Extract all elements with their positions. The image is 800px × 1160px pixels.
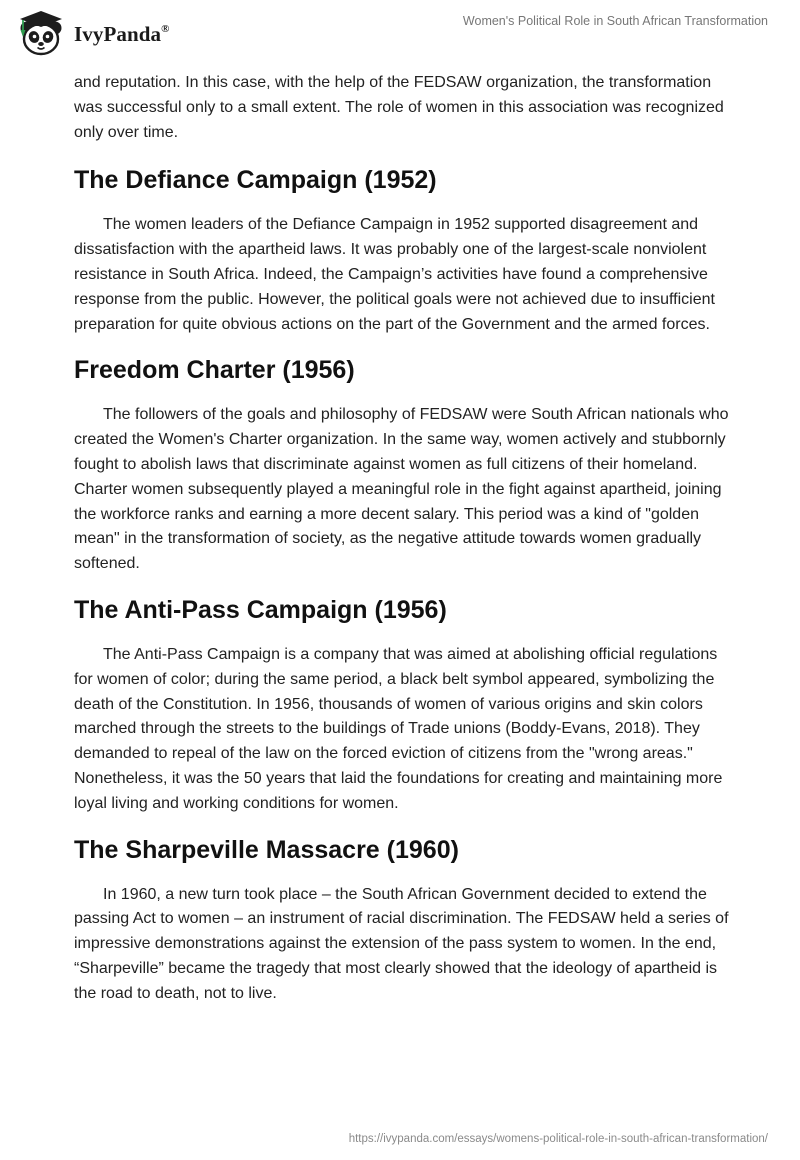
page-header: [0, 0, 800, 62]
essay-content: [74, 71, 734, 1007]
source-url[interactable]: https://ivypanda.com/essays/womens-political-role-in-south-african-transformation/: [348, 1133, 768, 1145]
section-heading-defiance-campaign: The Defiance Campaign (1952): [74, 166, 437, 195]
section-heading-anti-pass-campaign: The Anti-Pass Campaign (1956): [74, 595, 447, 624]
section-heading-sharpeville-massacre: The Sharpeville Massacre (1960): [74, 835, 459, 864]
section-heading-freedom-charter: Freedom Charter (1956): [74, 356, 355, 385]
document-title: Women's Political Role in South African Transformation: [462, 14, 768, 28]
panda-graduate-icon: [14, 6, 68, 60]
ivypanda-logo[interactable]: [14, 6, 170, 60]
section-body-defiance-campaign: The women leaders of the Defiance Campaign in 1952 supported disagreement and dissatisfaction with the apartheid laws. It was probably one of the largest-scale nonviolent resistance in South Africa. Indeed, the Campaign’s activities have found a comprehensive response from the public. However, the political goals were not achieved due to insufficient preparation for quite obvious actions on the part of the Government and the armed forces.: [74, 216, 715, 333]
section-body-anti-pass-campaign: The Anti-Pass Campaign is a company that was aimed at abolishing official regulations for women of color; during the same period, a black belt symbol appeared, symbolizing the death of the Constitution. In 1956, thousands of women of various origins and skin colors marched through the streets to the buildings of Trade unions (Boddy-Evans, 2018). They demanded to repeal of the law on the forced eviction of citizens from the "wrong areas." Nonetheless, it was the 50 years that laid the foundations for creating and maintaining more loyal living and working conditions for women.: [74, 645, 723, 812]
section-body-freedom-charter: The followers of the goals and philosophy of FEDSAW were South African nationals who created the Women's Charter organization. In the same way, women actively and stubbornly fought to abolish laws that discriminate against women as full citizens of their homeland. Charter women subsequently played a meaningful role in the fight against apartheid, joining the workforce ranks and earning a more decent salary. This period was a kind of "golden mean" in the transformation of society, as the negative attitude towards women gradually softened.: [74, 406, 729, 573]
section-body-sharpeville-massacre: In 1960, a new turn took place – the South African Government decided to extend the passing Act to women – an instrument of racial discrimination. The FEDSAW held a series of impressive demonstrations against the extension of the pass system to women. In the end, “Sharpeville” became the tragedy that most clearly showed that the ideology of apartheid is the road to death, not to live.: [74, 885, 729, 1002]
intro-paragraph: and reputation. In this case, with the help of the FEDSAW organization, the transformation was successful only to a small extent. The role of women in this association was recognized only over time.: [74, 74, 724, 141]
brand-name: IvyPanda®: [74, 21, 170, 46]
